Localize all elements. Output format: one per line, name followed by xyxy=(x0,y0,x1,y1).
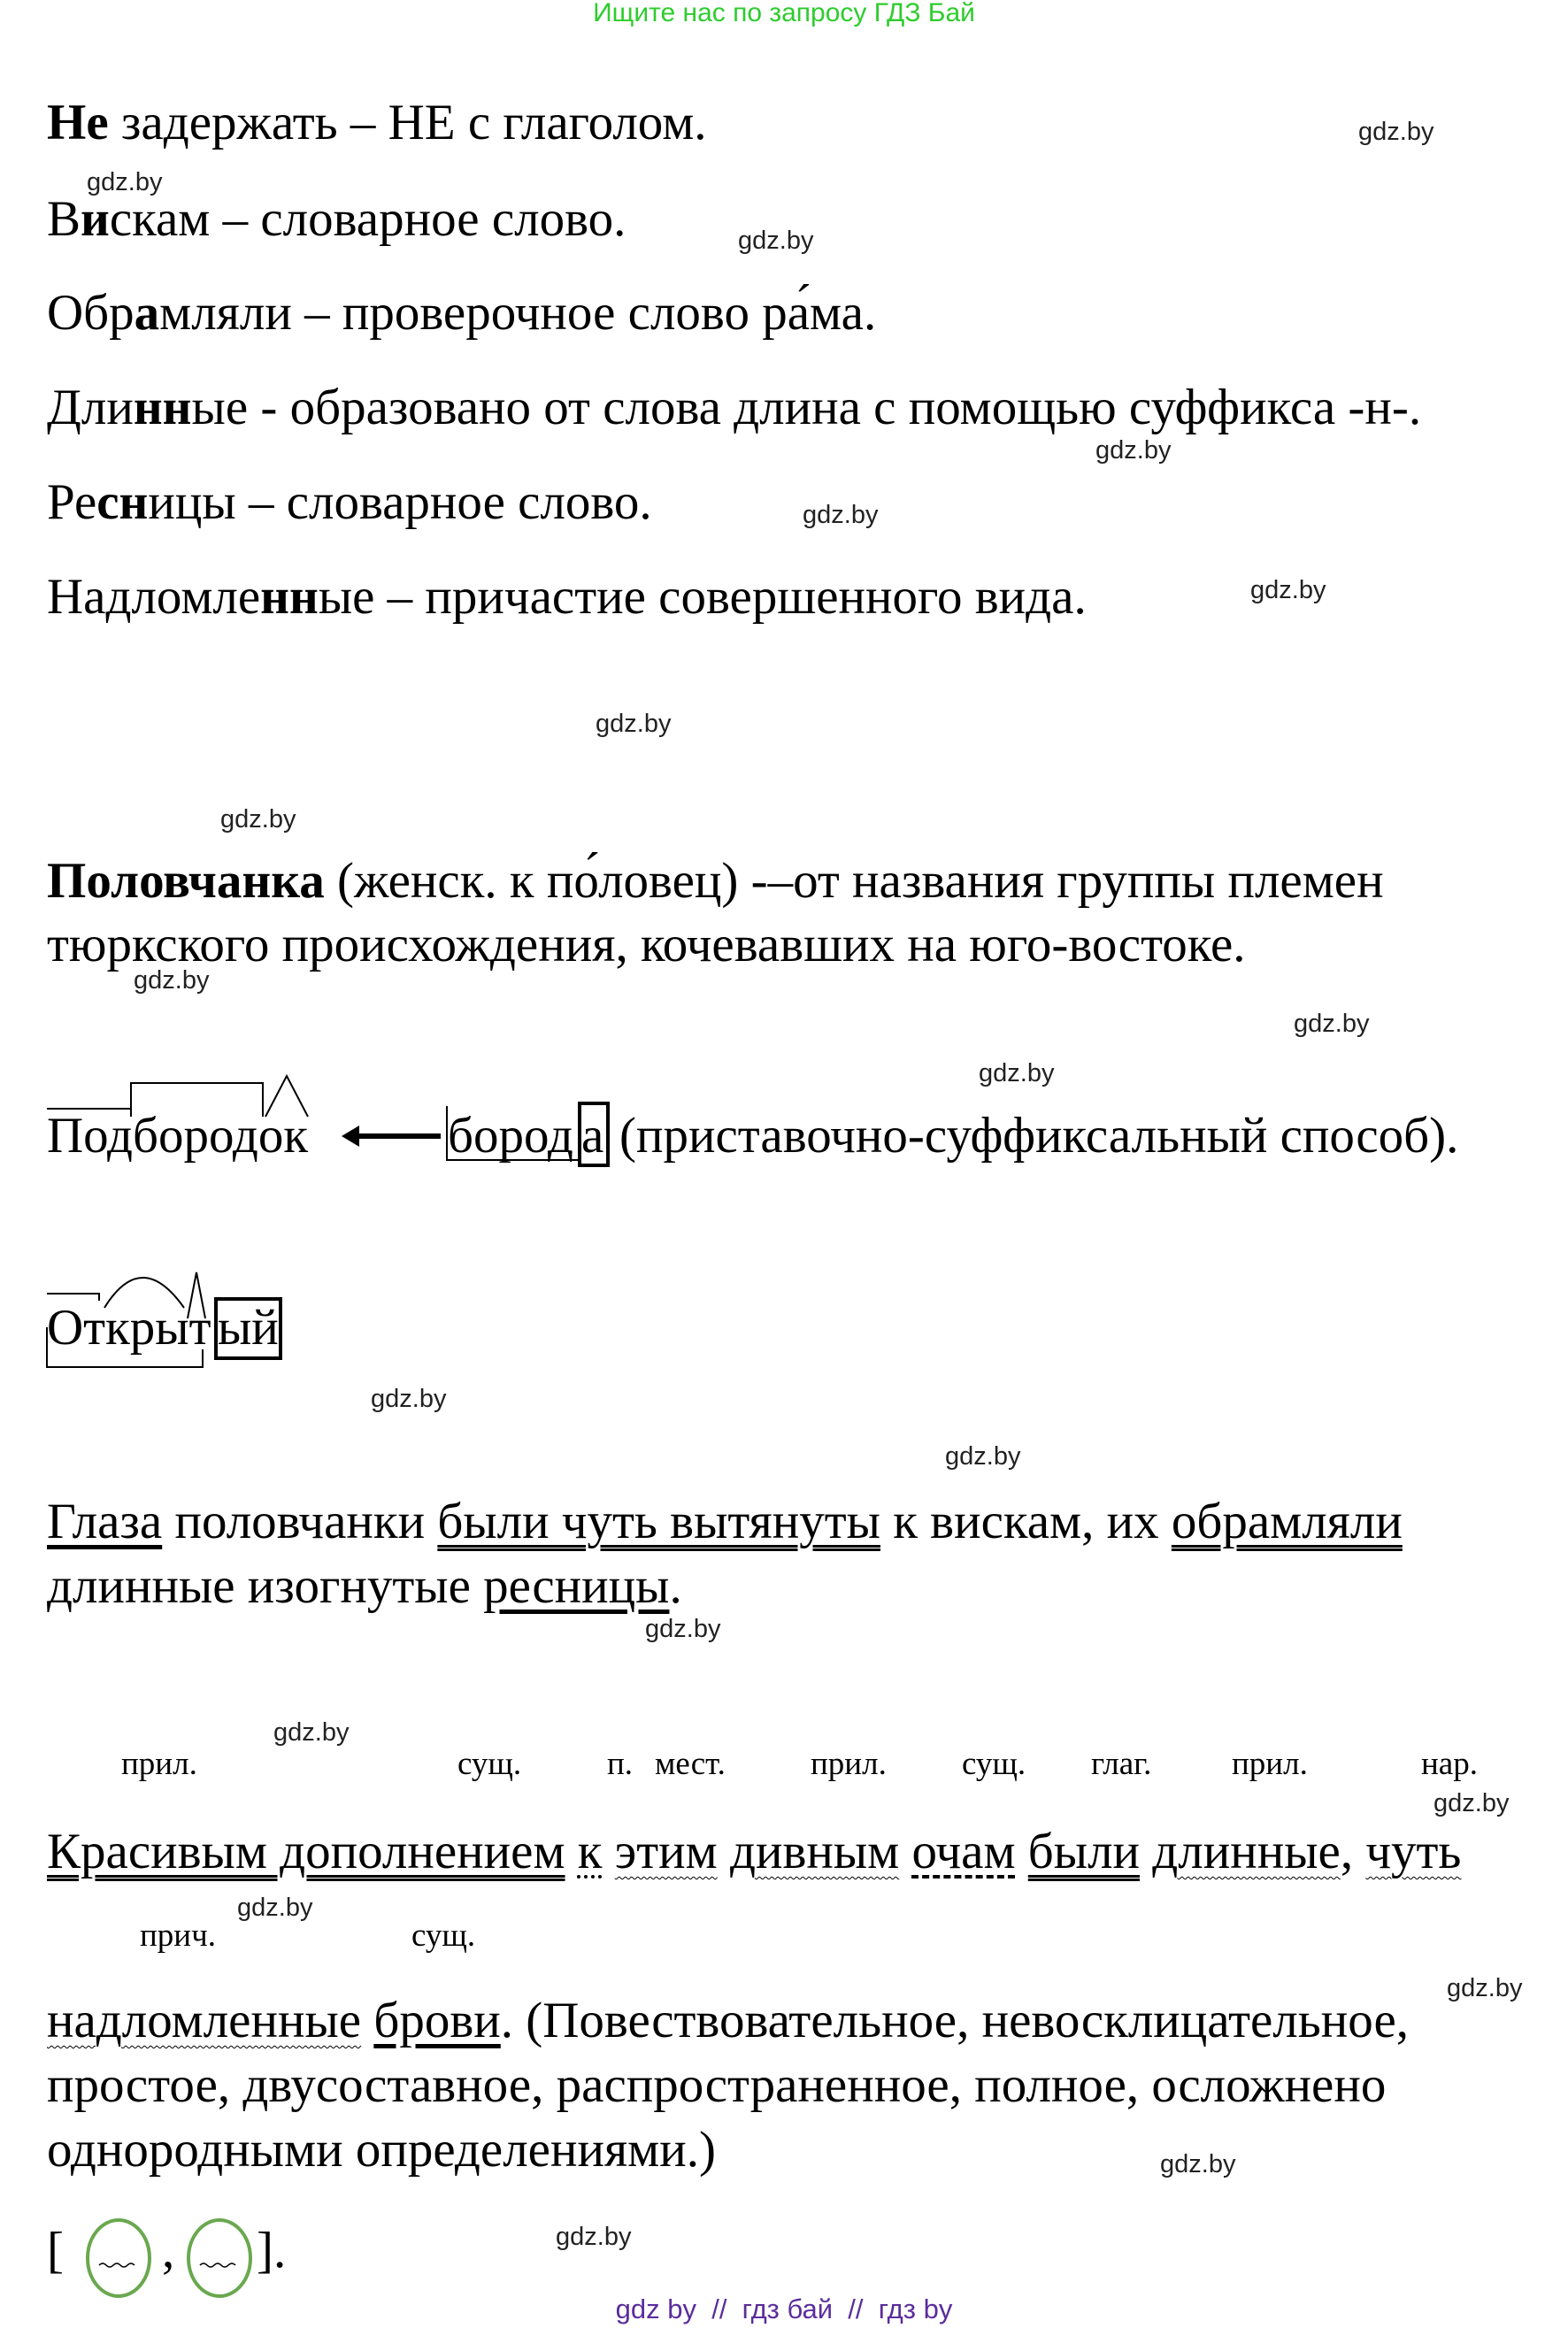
watermark: gdz.by xyxy=(645,1615,721,1643)
note-highlight: нн xyxy=(133,380,192,435)
watermark: gdz.by xyxy=(371,1385,447,1413)
note-text: ые – причастие совершенного вида. xyxy=(318,569,1087,625)
search-hint-banner: Ищите нас по запросу ГДЗ Бай xyxy=(593,0,975,27)
watermark: gdz.by xyxy=(1095,436,1172,465)
watermark: gdz.by xyxy=(1250,576,1326,604)
note-text: ицы – словарное слово. xyxy=(148,474,652,530)
sentence-text: к вискам, их xyxy=(880,1494,1172,1549)
homogeneous-member-circle-icon xyxy=(188,2220,250,2296)
subject: брови xyxy=(373,1993,501,2048)
wavy-underline-icon xyxy=(99,2263,135,2267)
watermark: gdz.by xyxy=(738,227,814,255)
sentence-text: половчанки xyxy=(162,1494,438,1549)
note-text: Обр xyxy=(47,285,135,341)
object: очам xyxy=(911,1824,1016,1879)
note-line xyxy=(47,568,1087,626)
note-line xyxy=(47,190,626,249)
note-text: Надломле xyxy=(47,569,261,625)
predicate: были xyxy=(1027,1824,1141,1879)
wavy-underline-icon xyxy=(200,2263,235,2267)
note-highlight: Не xyxy=(47,95,109,150)
note-highlight: и xyxy=(81,191,110,247)
scheme-comma: , xyxy=(162,2223,175,2278)
pos-label: прил. xyxy=(811,1746,887,1782)
attribute: надломленные xyxy=(47,1993,362,2048)
watermark: gdz.by xyxy=(803,501,879,529)
note-text: скам – словарное слово. xyxy=(109,191,626,247)
note-text: ые - образовано от слова длина с помощью суффикса -н-. xyxy=(191,380,1422,435)
sentence-1-line-1 xyxy=(47,1493,1403,1551)
term: Половчанка xyxy=(47,853,325,909)
derived-word: Подбородок xyxy=(47,1108,309,1164)
pos-label: прич. xyxy=(140,1917,216,1954)
predicate: обрамляли xyxy=(1171,1494,1403,1549)
watermark: gdz.by xyxy=(1447,1974,1523,2002)
attribute: этим xyxy=(614,1824,718,1879)
note-highlight: а xyxy=(134,285,160,341)
formation-method: (приставочно-суффиксальный способ). xyxy=(619,1108,1459,1164)
pos-label: сущ. xyxy=(457,1746,522,1782)
note-highlight: нн xyxy=(260,569,319,625)
punctuation: , xyxy=(1340,1824,1354,1879)
polovchanka-definition xyxy=(47,852,1384,910)
pos-label: нар. xyxy=(1421,1746,1478,1782)
note-text: мляли – проверочное слово ра́ма. xyxy=(159,285,877,341)
source-word-ending: а xyxy=(581,1108,604,1164)
note-text: Ре xyxy=(47,474,97,530)
sentence-2-line-2 xyxy=(47,1992,1409,2050)
pos-label: прил. xyxy=(1232,1746,1308,1782)
preposition: к xyxy=(577,1824,603,1879)
arrow-left-icon xyxy=(342,1126,441,1147)
attribute: длинные xyxy=(1152,1824,1341,1879)
morpheme-word-ending: ый xyxy=(218,1300,279,1356)
watermark: gdz.by xyxy=(1358,118,1434,146)
subject: ресницы xyxy=(483,1558,670,1614)
scheme-close-bracket: ]. xyxy=(257,2223,287,2278)
definition-text: (женск. к по́ловец) -–от названия группы племен xyxy=(324,853,1384,909)
pos-label: сущ. xyxy=(962,1746,1026,1782)
attribute: чуть xyxy=(1365,1824,1462,1879)
sentence-1-line-2 xyxy=(47,1557,682,1616)
sentence-text: длинные изогнутые xyxy=(47,1558,484,1614)
watermark: gdz.by xyxy=(134,966,210,995)
homogeneous-member-circle-icon xyxy=(88,2220,150,2296)
watermark: gdz.by xyxy=(237,1894,313,1922)
watermark: gdz.by xyxy=(1294,1010,1370,1038)
watermark: gdz.by xyxy=(1433,1789,1510,1817)
watermark: gdz.by xyxy=(945,1442,1021,1471)
attribute: дивным xyxy=(729,1824,900,1879)
watermark: gdz.by xyxy=(87,168,163,196)
subject: Глаза xyxy=(47,1494,163,1549)
sentence-analysis-line: однородными определениями.) xyxy=(47,2122,716,2178)
sentence-analysis: . (Повествовательное, невосклицательное, xyxy=(500,1993,1409,2048)
watermark: gdz.by xyxy=(979,1059,1055,1087)
sentence-2-line-1 xyxy=(47,1823,1461,1881)
pos-label: п. xyxy=(607,1746,634,1782)
pos-label: прил. xyxy=(121,1746,197,1782)
watermark: gdz.by xyxy=(273,1718,350,1747)
watermark: gdz.by xyxy=(1160,2150,1236,2178)
note-line xyxy=(47,473,652,532)
sentence-text: . xyxy=(669,1558,682,1614)
note-line xyxy=(47,94,707,152)
note-line xyxy=(47,284,876,342)
predicate: были чуть вытянуты xyxy=(437,1494,880,1549)
note-highlight: сн xyxy=(96,474,149,530)
morpheme-word-base: Открыт xyxy=(47,1300,211,1356)
note-text: В xyxy=(47,191,81,247)
pos-label: мест. xyxy=(655,1746,726,1782)
watermark: gdz.by xyxy=(596,710,672,738)
note-text: задержать – НЕ с глаголом. xyxy=(108,95,707,150)
pos-label: глаг. xyxy=(1091,1746,1152,1782)
footer-links: gdz by // гдз бай // гдз by xyxy=(615,2293,953,2324)
pos-label: сущ. xyxy=(411,1917,476,1954)
polovchanka-definition-line2: тюркского происхождения, кочевавших на юго-востоке. xyxy=(47,917,1246,972)
note-text: Дли xyxy=(47,380,134,435)
watermark: gdz.by xyxy=(220,805,296,834)
note-line xyxy=(47,379,1421,437)
watermark: gdz.by xyxy=(556,2223,632,2251)
sentence-analysis-line: простое, двусоставное, распространенное, полное, осложнено xyxy=(47,2057,1387,2113)
scheme-open-bracket: [ xyxy=(47,2223,64,2278)
predicate: Красивым дополнением xyxy=(47,1824,565,1879)
source-word-root: бород xyxy=(448,1108,573,1164)
